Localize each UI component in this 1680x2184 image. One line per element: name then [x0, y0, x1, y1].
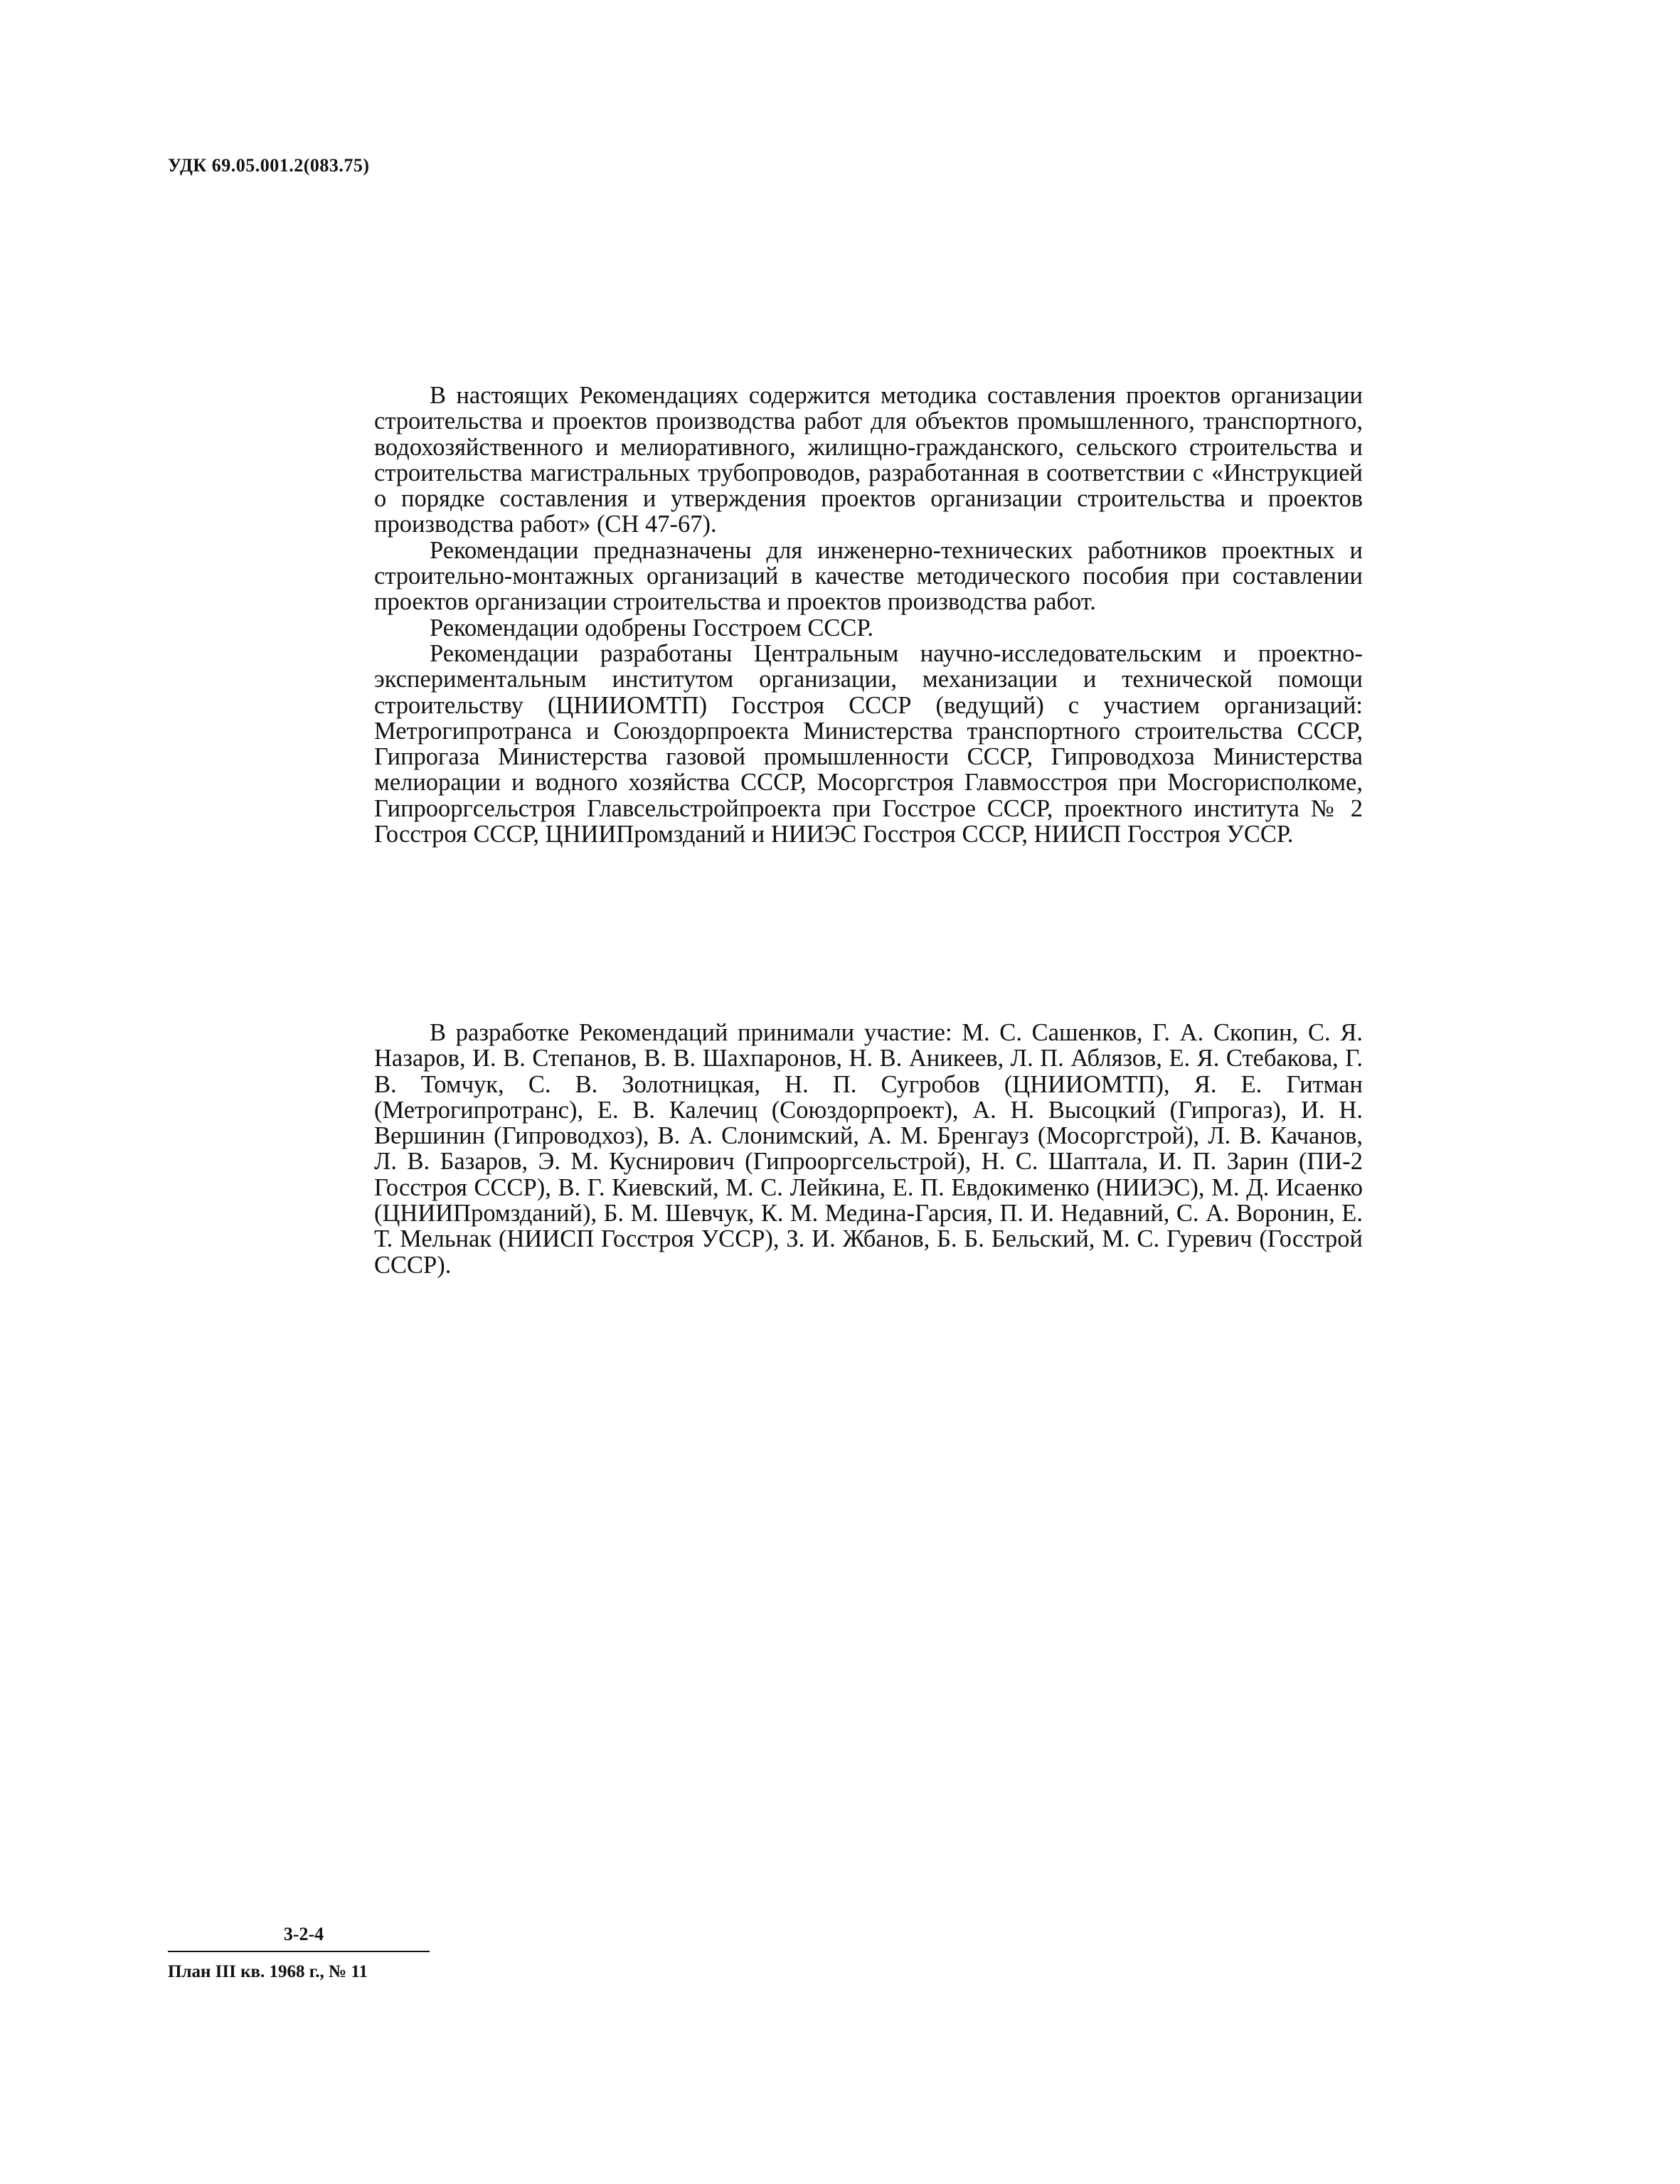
annotation-paragraph-scope: В настоящих Рекомендациях содержится методика составления проектов организации строительства и проектов производства работ для объектов промышленного, транспортного, водохозяйственного и мелиоративного, жилищно-гражданского, сельского строительства и строительства магистральных трубопроводов, разработанная в соответствии с «Инструкцией о порядке составления и утверждения проектов организации строительства и проектов производства работ» (СН 47-67). [374, 382, 1363, 538]
footer-divider [168, 1951, 430, 1952]
publication-number: 3-2-4 [283, 1924, 324, 1944]
udk-code: УДК 69.05.001.2(083.75) [168, 155, 370, 176]
publication-footer [168, 1924, 430, 1982]
annotation-block [374, 383, 1363, 847]
participants-paragraph: В разработке Рекомендаций принимали участие: М. С. Сашенков, Г. А. Скопин, С. Я. Назаров, И. В. Степанов, В. В. Шахпаронов, Н. В. Аникеев, Л. П. Аблязов, Е. Я. Стебакова, Г. В. Томчук, С. В. Золотницкая, Н. П. Сугробов (ЦНИИОМТП), Я. Е. Гитман (Метрогипротранс), Е. В. Калечиц (Союздорпроект), А. Н. Высоцкий (Гипрогаз), И. Н. Вершинин (Гипроводхоз), В. А. Слонимский, А. М. Бренгауз (Мосоргстрой), Л. В. Качанов, Л. В. Базаров, Э. М. Куснирович (Гипрооргсельстрой), Н. С. Шаптала, И. П. Зарин (ПИ-2 Госстроя СССР), В. Г. Киевский, М. С. Лейкина, Е. П. Евдокименко (НИИЭС), М. Д. Исаенко (ЦНИИПромзданий), Б. М. Шевчук, К. М. Медина-Гарсия, П. И. Недавний, С. А. Воронин, Е. Т. Мельнак (НИИСП Госстроя УССР), З. И. Жбанов, Б. Б. Бельский, М. С. Гуревич (Госстрой СССР). [374, 1019, 1363, 1279]
annotation-paragraph-developers: Рекомендации разработаны Центральным научно-исследовательским и проектно-экспериментальным институтом организации, механизации и технической помощи строительству (ЦНИИОМТП) Госстроя СССР (ведущий) с участием организаций: Метрогипротранса и Союздорпроекта Министерства транспортного строительства СССР, Гипрогаза Министерства газовой промышленности СССР, Гипроводхоза Министерства мелиорации и водного хозяйства СССР, Мосоргстроя Главмосстроя при Мосгорисполкоме, Гипрооргсельстроя Главсельстройпроекта при Госстрое СССР, проектного института № 2 Госстроя СССР, ЦНИИПромзданий и НИИЭС Госстроя СССР, НИИСП Госстроя УССР. [374, 639, 1363, 848]
participants-block [374, 1020, 1363, 1278]
annotation-paragraph-audience: Рекомендации предназначены для инженерно-технических работников проектных и строительно-монтажных организаций в качестве методического пособия при составлении проектов организации строительства и проектов производства работ. [374, 536, 1363, 616]
annotation-paragraph-approval: Рекомендации одобрены Госстроем СССР. [430, 614, 873, 641]
publication-plan: План III кв. 1968 г., № 11 [168, 1962, 368, 1981]
